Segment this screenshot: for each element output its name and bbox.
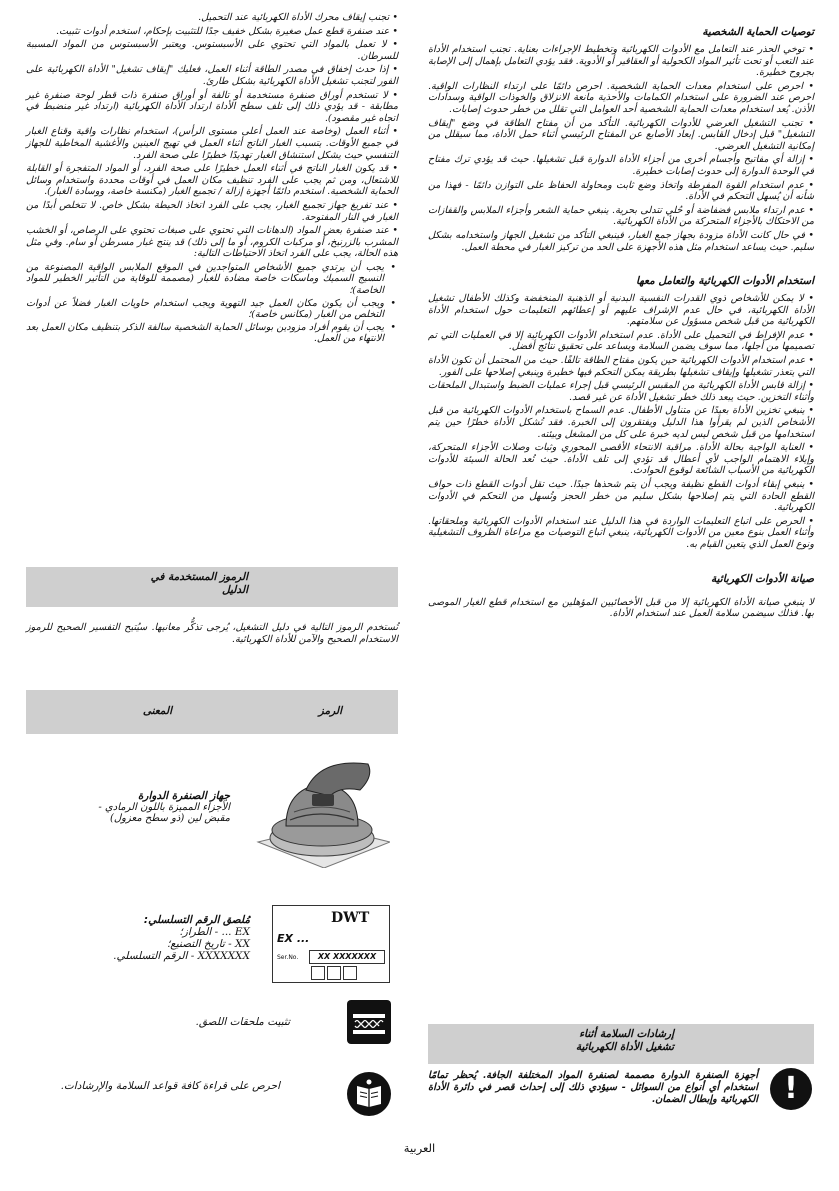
list-item: • عدم استخدام القوة المفرطة واتخاذ وضع ثابت ومحاولة الحفاظ على التوازن دائمًا - فهذا من شأنه أن يُسهل التحكم في الأداة. [428, 179, 814, 203]
list-item: • لا تستخدم أوراق صنفرة مستخدمة أو تالفة أو أوراق صنفرة ذات قطر لوحة صنفرة غير مطابقة - قد يؤدي ذلك إلى تلف سطح الأداة ارتداد الأداة الكهربائية (ارتداد غير منضبط في اتجاه غير مقصود). [26, 89, 398, 124]
list-item: • الحرص على اتباع التعليمات الواردة في هذا الدليل عند استخدام الأدوات الكهربائية وملحقاتها. وأثناء العمل بنوع معين من الأدوات الكهربائية، ينبغي اتباع التوصيات مع مراعاة الظروف التشغيلية ونوع العمل الذي يتعين القيام به. [428, 515, 814, 550]
usage-title: استخدام الأدوات الكهربائية والتعامل معها [636, 275, 814, 288]
list-item: • توخي الحذر عند التعامل مع الأدوات الكهربائية وتخطيط الإجراءات بعناية. تجنب استخدام الأداة عند التعب أو تحت تأثير المواد الكحولية أو العقاقير أو الأدوية. فقد يؤدي التعامل بإهمال إلى الإصابة بجروح خطيرة. [428, 44, 814, 79]
symbols-intro: تُستخدم الرموز التالية في دليل التشغيل، يُرجى تذكُّر معانيها. سيُتيح التفسير الصحيح للرموز الاستخدام الصحيح والآمن للأداة الكهربائية. [26, 622, 398, 645]
maintenance-title: صيانة الأدوات الكهربائية [711, 572, 814, 585]
serial-label-model: EX ... - الطراز؛ [179, 926, 250, 938]
maintenance-text: لا ينبغي صيانة الأداة الكهربائية إلا من قبل الأخصائيين المؤهلين مع استخدام قطع الغيار الموصى بها. فذلك سيضمن سلامة العمل عند استخدام الأداة. [428, 596, 814, 620]
label-checkbox [343, 966, 357, 980]
sander-image [250, 750, 390, 868]
usage-list [428, 293, 814, 550]
list-item: • ويجب أن يكون مكان العمل جيد التهوية ويجب استخدام حاويات الغبار فضلاً عن أدوات التخلص من الغبار (مكانس خاصة)؛ [26, 298, 398, 321]
safety-instructions-box [428, 1024, 814, 1064]
sander-line2: مقبض لين (ذو سطح معزول) [110, 813, 230, 824]
serial-label-serial: XXXXXXX - الرقم التسلسلي. [113, 950, 250, 962]
list-item: • أثناء العمل (وخاصة عند العمل أعلى مستوى الرأس)، استخدام نظارات واقية وقناع الغبار في جميع الأوقات. يتسبب الغبار الناتج أثناء العمل في تهيج العينين والأغشية المخاطية للجهاز التنفسي حيث يشكل استنشاق الغبار تهديدًا خطيرًا على صحة الفرد. [26, 126, 398, 161]
list-item: • يجب أن يقوم أفراد مزودين بوسائل الحماية الشخصية سالفة الذكر بتنظيف مكان العمل بعد الانتهاء من العمل. [26, 322, 398, 345]
serial-label-date: XX - تاريخ التصنيع؛ [166, 938, 250, 950]
list-item: • تجنب التشغيل العرضي للأدوات الكهربائية. التأكد من أن مفتاح الطاقة في وضع "إيقاف التشغيل" قبل إدخال القابس. إبعاد الأصابع عن المفتاح الرئيسي أثناء حمل الأداة، مما سيقلل من إمكانية التشغيل العرضي. [428, 117, 814, 152]
list-item: • عدم استخدام الأدوات الكهربائية حين يكون مفتاح الطاقة تالفًا. حيث من المحتمل أن تكون الأداة التي يتعذر تشغيلها وإيقاف تشغيلها بطريقة يمكن التحكم فيها خطيرة وينبغي إصلاحها على الفور. [428, 355, 814, 378]
list-item: • عند صنفرة قطع عمل صغيرة بشكل خفيف جدًا للتثبيت بإحكام، استخدم أدوات تثبيت. [55, 25, 398, 37]
right-column [428, 26, 814, 620]
header-meaning: المعنى [142, 705, 172, 717]
sander-line1: الأجزاء المميزة باللون الرمادي - [98, 802, 230, 813]
label-checkbox [311, 966, 325, 980]
list-item: • قد يكون الغبار الناتج في أثناء العمل خطيرًا على صحة الفرد، أو المواد المتفجرة أو القابلة للاشتعال، ومن ثم يجب على الفرد تنظيف مكان العمل في أوقات محددة واستخدام وسائل الحماية الشخصية. استخدم دائمًا أجهزة إزالة / تجميع الغبار (مكنسة خاصة، ووسادة الغبار). [26, 163, 398, 198]
list-item: • عدم الإفراط في التحميل على الأداة. عدم استخدام الأدوات الكهربائية إلا في العمليات التي تم تصميمها من أجلها، مما سوف يضمن السلامة ويساعد على تحقيق نتائج أفضل. [428, 329, 814, 353]
warning-text: أجهزة الصنفرة الدوارة مصممة لصنفرة المواد المختلفة الجافة. يُحظر تمامًا استخدام أي أنواع من السوائل - سيؤدي ذلك إلى إحداث قصر في دائرة الأداة الكهربائية وإبطال الضمان. [428, 1070, 758, 1105]
sticker-text: تثبيت ملحقات اللصق. [195, 1016, 290, 1028]
list-item: • عدم ارتداء ملابس فضفاضة أو حُلي تتدلى بحرية. ينبغي حماية الشعر وأجزاء الملابس والقفازات من الاحتكاك بالأجزاء المتحركة من الأداة الكهربائية. [428, 204, 814, 228]
safety-box-line1: إرشادات السلامة أثناء [579, 1028, 674, 1040]
symbols-box-line2: الدليل [222, 584, 248, 596]
label-checkbox [327, 966, 341, 980]
header-symbol: الرمز [318, 705, 342, 717]
warning-icon: ! [770, 1068, 812, 1110]
symbols-box-line1: الرموز المستخدمة في [150, 571, 248, 583]
read-manual-icon [347, 1072, 391, 1116]
list-item: • عند صنفرة بعض المواد (الدهانات التي تحتوي على صبغات تحتوي على الرصاص، أو الخشب المشرب بالزرنيخ، أو مركبات الكروم، أو ما إلى ذلك) قد ينتج غبار مسرطن أو سام. وفي مثل هذه الحالة، يجب على الفرد اتخاذ الاحتياطات التالية: [26, 225, 398, 260]
precautions-list [26, 262, 398, 345]
read-manual-text: احرص على قراءة كافة قواعد السلامة والإرشادات. [60, 1080, 280, 1092]
list-item: • إذا حدث إخفاق في مصدر الطاقة أثناء العمل، فعليك "إيقاف تشغيل" الأداة الكهربائية على الفور لتجنب تشغيل الأداة الكهربائية بشكل طارئ. [26, 64, 398, 87]
brand-logo: DWT [331, 910, 370, 926]
list-item: • ينبغي إبقاء أدوات القطع نظيفة ويجب أن يتم شحذها جيدًا. حيث تقل أدوات القطع ذات حواف القطع الحادة التي يتم إصلاحها بشكل سليم من خطر الحجز وتُسهل من التحكم في الأدوات الكهربائية. [428, 479, 814, 514]
sander-title: جهاز الصنفرة الدوارة [137, 790, 230, 802]
list-item: • إزالة أي مفاتيح وأجسام أخرى من أجزاء الأداة الدوارة قبل تشغيلها. حيث قد يؤدي ترك مفتاح في الوحدة الدوارة إلى حدوث إصابات خطيرة. [428, 154, 814, 177]
personal-protection-list [428, 44, 814, 253]
safety-box-line2: تشغيل الأداة الكهربائية [575, 1041, 674, 1053]
label-model: EX ... [277, 932, 310, 945]
velcro-icon [347, 1000, 391, 1044]
list-item: • لا يمكن للأشخاص ذوي القدرات النفسية البدنية أو الذهنية المنخفضة وكذلك الأطفال تشغيل الأداة الكهربائية، في حال عدم الإشراف عليهم أو إعطائهم التعليمات حول استخدام الأداة الكهربائية من قبل شخص مسؤول عن سلامتهم. [428, 293, 814, 328]
serial-label-image [272, 905, 390, 983]
sander-description [30, 790, 230, 824]
list-item: • لا تعمل بالمواد التي تحتوي على الأسبستوس. ويعتبر الأسبستوس من المواد المسببة للسرطان. [26, 39, 398, 62]
list-item: • إزالة قابس الأداة الكهربائية من المقبس الرئيسي قبل إجراء عمليات الضبط واستبدال الملحقات وأثناء التخزين. حيث يبعد ذلك خطر تشغيل الأداة عن غير قصد. [428, 380, 814, 403]
serial-label-title: مُلصق الرقم التسلسلي: [143, 914, 250, 926]
symbols-table-header [26, 690, 398, 734]
left-column [26, 12, 398, 346]
list-item: • العناية الواجبة بحالة الأداة. مراقبة الانتحاء الأقصى المحوري وثبات وصلات الأجزاء المتحركة، وإيلاء الاهتمام الواجب لأي أعطال قد تؤدي إلى تلف الأداة. حيث تُعد الحالة السيئة للأدوات الكهربائية من الأسباب الشائعة لوقوع الحوادث. [428, 442, 814, 477]
list-item: • تجنب إيقاف محرك الأداة الكهربائية عند التحميل. [198, 12, 398, 23]
list-item: • ينبغي تخزين الأداة بعيدًا عن متناول الأطفال. عدم السماح باستخدام الأدوات الكهربائية من قبل الأشخاص الذين لم يقرأوا هذا الدليل ويفتقرون إلى الخبرة. فقد تُشكل الأداة خطرًا حين يتم استخدامها من قبل شخص ليس لديه خبرة على كل من المشغل وبيئته. [428, 405, 814, 440]
list-item: • عند تفريغ جهاز تجميع الغبار، يجب على الفرد اتخاذ الحيطة بشكل خاص. لا تتخلص أبدًا من الغبار في النار المفتوحة. [26, 199, 398, 223]
page-footer: العربية [403, 1141, 436, 1155]
label-serial-value: XX XXXXXXX [309, 950, 385, 964]
list-item: • في حال كانت الأداة مزودة بجهاز جمع الغبار، فينبغي التأكد من تشغيل الجهاز واستخدامه بشكل سليم. حيث يساعد استخدام مثل هذه الأجهزة على الحد من تركيز الغبار في محطة العمل. [428, 229, 814, 253]
symbols-box [26, 567, 398, 607]
serial-label-description [30, 914, 250, 962]
list-item: • يجب أن يرتدي جميع الأشخاص المتواجدين في الموقع الملابس الواقية المصنوعة من النسيج السميك وماسكات خاصة مضادة للغبار (مصممة للوقاية من التأثير الخطير للمواد الخاصة)؛ [26, 262, 398, 297]
label-serial-caption: Ser.No. [277, 954, 299, 961]
list-item: • احرص على استخدام معدات الحماية الشخصية. احرص دائمًا على ارتداء النظارات الواقية. احرص عند الضرورة على استخدام الكمامات والأحذية مانعة الانزلاق والخوذات الواقية وسدادات الأذن. يُعد استخدام معدات الحماية الشخصية أحد العوامل التي تقلل من خطر حدوث إصابات. [428, 80, 814, 115]
personal-protection-title: توصيات الحماية الشخصية [702, 26, 814, 38]
